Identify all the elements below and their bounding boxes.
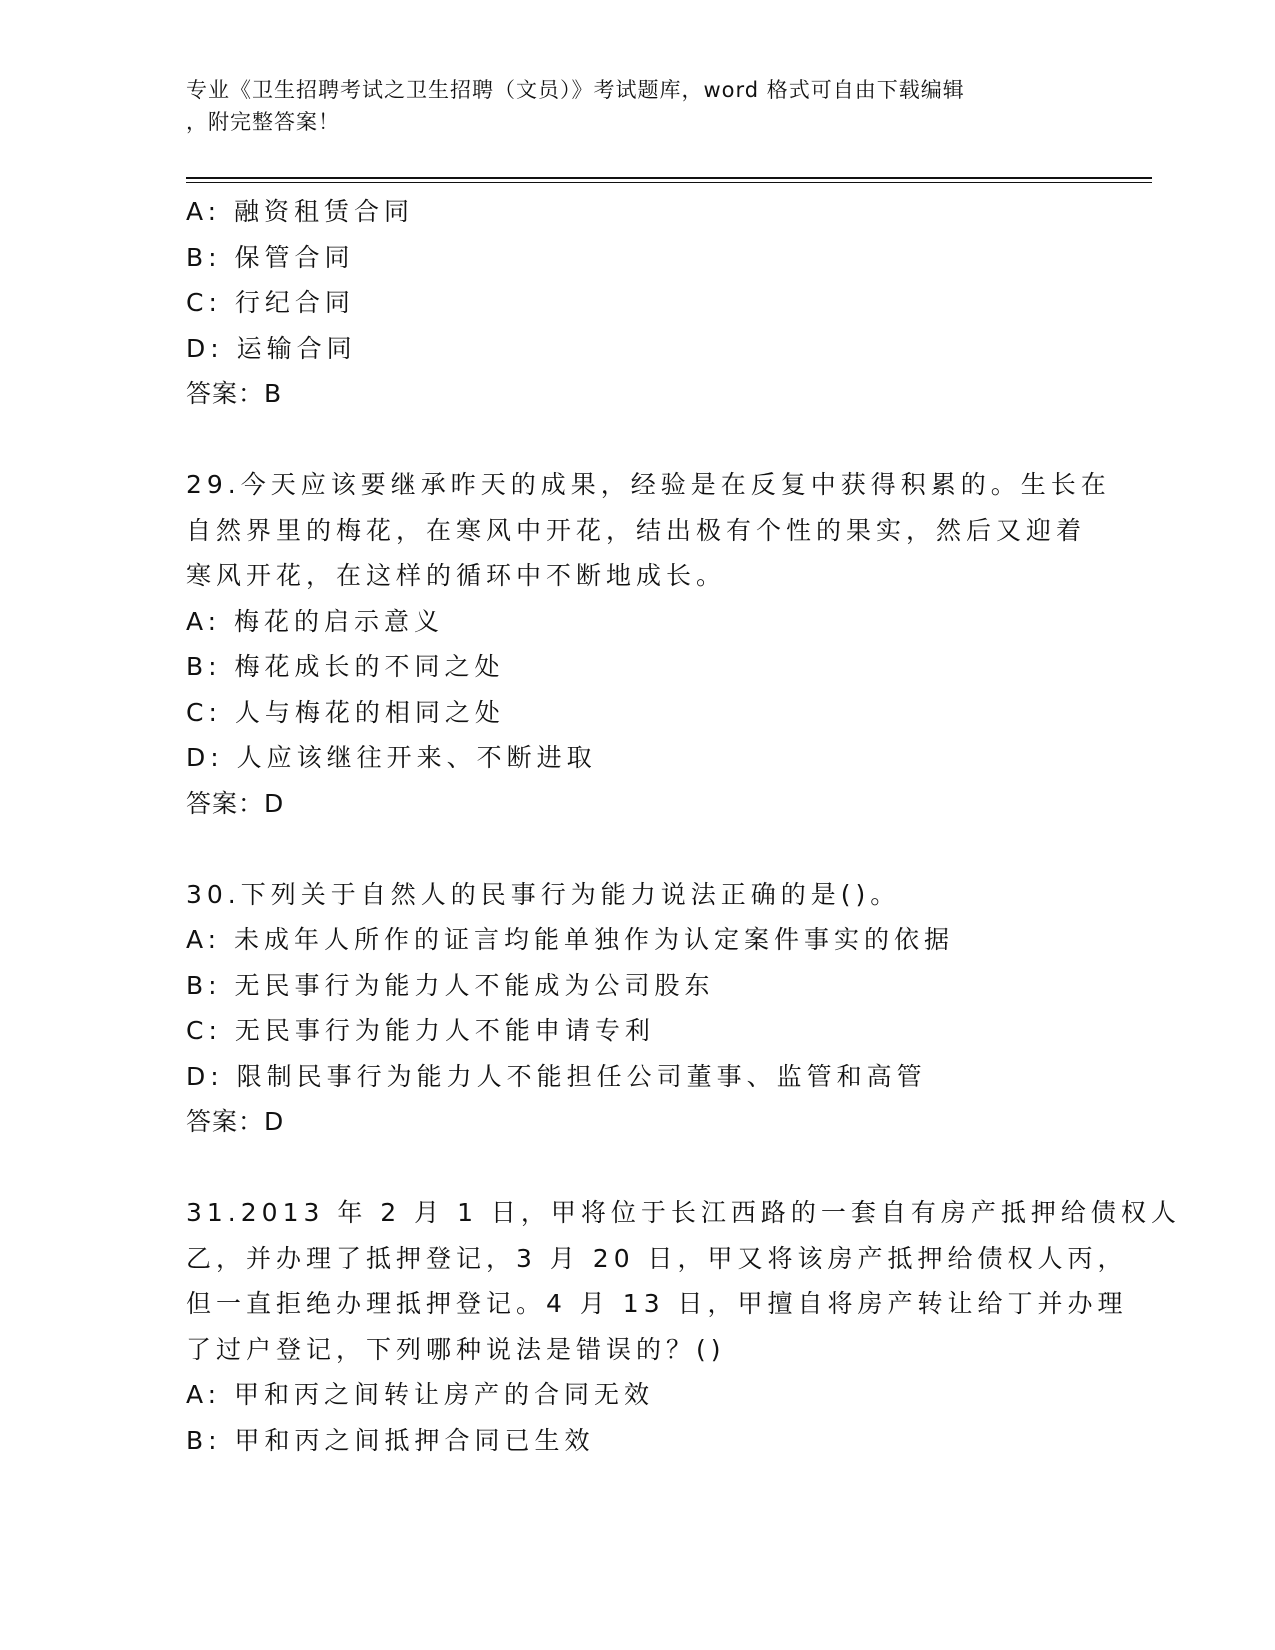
option-a: A: 未成年人所作的证言均能单独作为认定案件事实的依据 bbox=[186, 925, 955, 954]
answer: 答案：D bbox=[186, 1107, 285, 1136]
question-stem-line: 了过户登记，下列哪种说法是错误的？() bbox=[186, 1334, 726, 1364]
option-c: C: 人与梅花的相同之处 bbox=[186, 697, 505, 727]
option-d: D: 人应该继往开来、不断进取 bbox=[186, 743, 597, 772]
header-line-1: 专业《卫生招聘考试之卫生招聘（文员）》考试题库，word 格式可自由下载编辑 bbox=[186, 78, 965, 102]
question-31 bbox=[186, 1190, 1181, 1463]
option-b: B: 无民事行为能力人不能成为公司股东 bbox=[186, 970, 715, 1000]
question-stem-line: 30.下列关于自然人的民事行为能力说法正确的是()。 bbox=[186, 879, 901, 909]
spacer bbox=[186, 826, 1086, 872]
question-stem-line: 自然界里的梅花，在寒风中开花，结出极有个性的果实，然后又迎着 bbox=[186, 515, 1087, 545]
header-divider-thin bbox=[186, 182, 1152, 183]
document-header bbox=[186, 74, 1066, 138]
answer: 答案：B bbox=[186, 379, 283, 408]
option-c: C: 无民事行为能力人不能申请专利 bbox=[186, 1016, 655, 1045]
question-stem-line: 29.今天应该要继承昨天的成果，经验是在反复中获得积累的。生长在 bbox=[186, 470, 1111, 499]
spacer bbox=[186, 1145, 1086, 1191]
question-stem-line: 但一直拒绝办理抵押登记。4 月 13 日，甲擅自将房产转让给丁并办理 bbox=[186, 1289, 1128, 1318]
question-30 bbox=[186, 872, 1086, 1145]
option-d: D: 限制民事行为能力人不能担任公司董事、监管和高管 bbox=[186, 1061, 927, 1091]
question-stem-line: 乙，并办理了抵押登记，3 月 20 日，甲又将该房产抵押给债权人丙， bbox=[186, 1243, 1128, 1273]
option-b: B: 甲和丙之间抵押合同已生效 bbox=[186, 1425, 595, 1455]
question-stem-line: 寒风开花，在这样的循环中不断地成长。 bbox=[186, 561, 727, 590]
option-c: C: 行纪合同 bbox=[186, 288, 355, 317]
question-stem-line: 31.2013 年 2 月 1 日，甲将位于长江西路的一套自有房产抵押给债权人 bbox=[186, 1198, 1181, 1227]
answer: 答案：D bbox=[186, 788, 285, 818]
option-a: A: 梅花的启示意义 bbox=[186, 606, 445, 636]
spacer bbox=[186, 417, 1086, 463]
option-a: A: 甲和丙之间转让房产的合同无效 bbox=[186, 1380, 655, 1409]
option-d: D: 运输合同 bbox=[186, 333, 357, 363]
header-divider-thick bbox=[186, 177, 1152, 179]
option-b: B: 梅花成长的不同之处 bbox=[186, 652, 505, 681]
option-b: B: 保管合同 bbox=[186, 242, 355, 272]
question-list bbox=[186, 189, 1181, 1463]
question-29 bbox=[186, 462, 1111, 826]
question-28 bbox=[186, 189, 1086, 417]
option-a: A: 融资租赁合同 bbox=[186, 197, 415, 226]
header-line-2: ，附完整答案！ bbox=[186, 110, 340, 134]
